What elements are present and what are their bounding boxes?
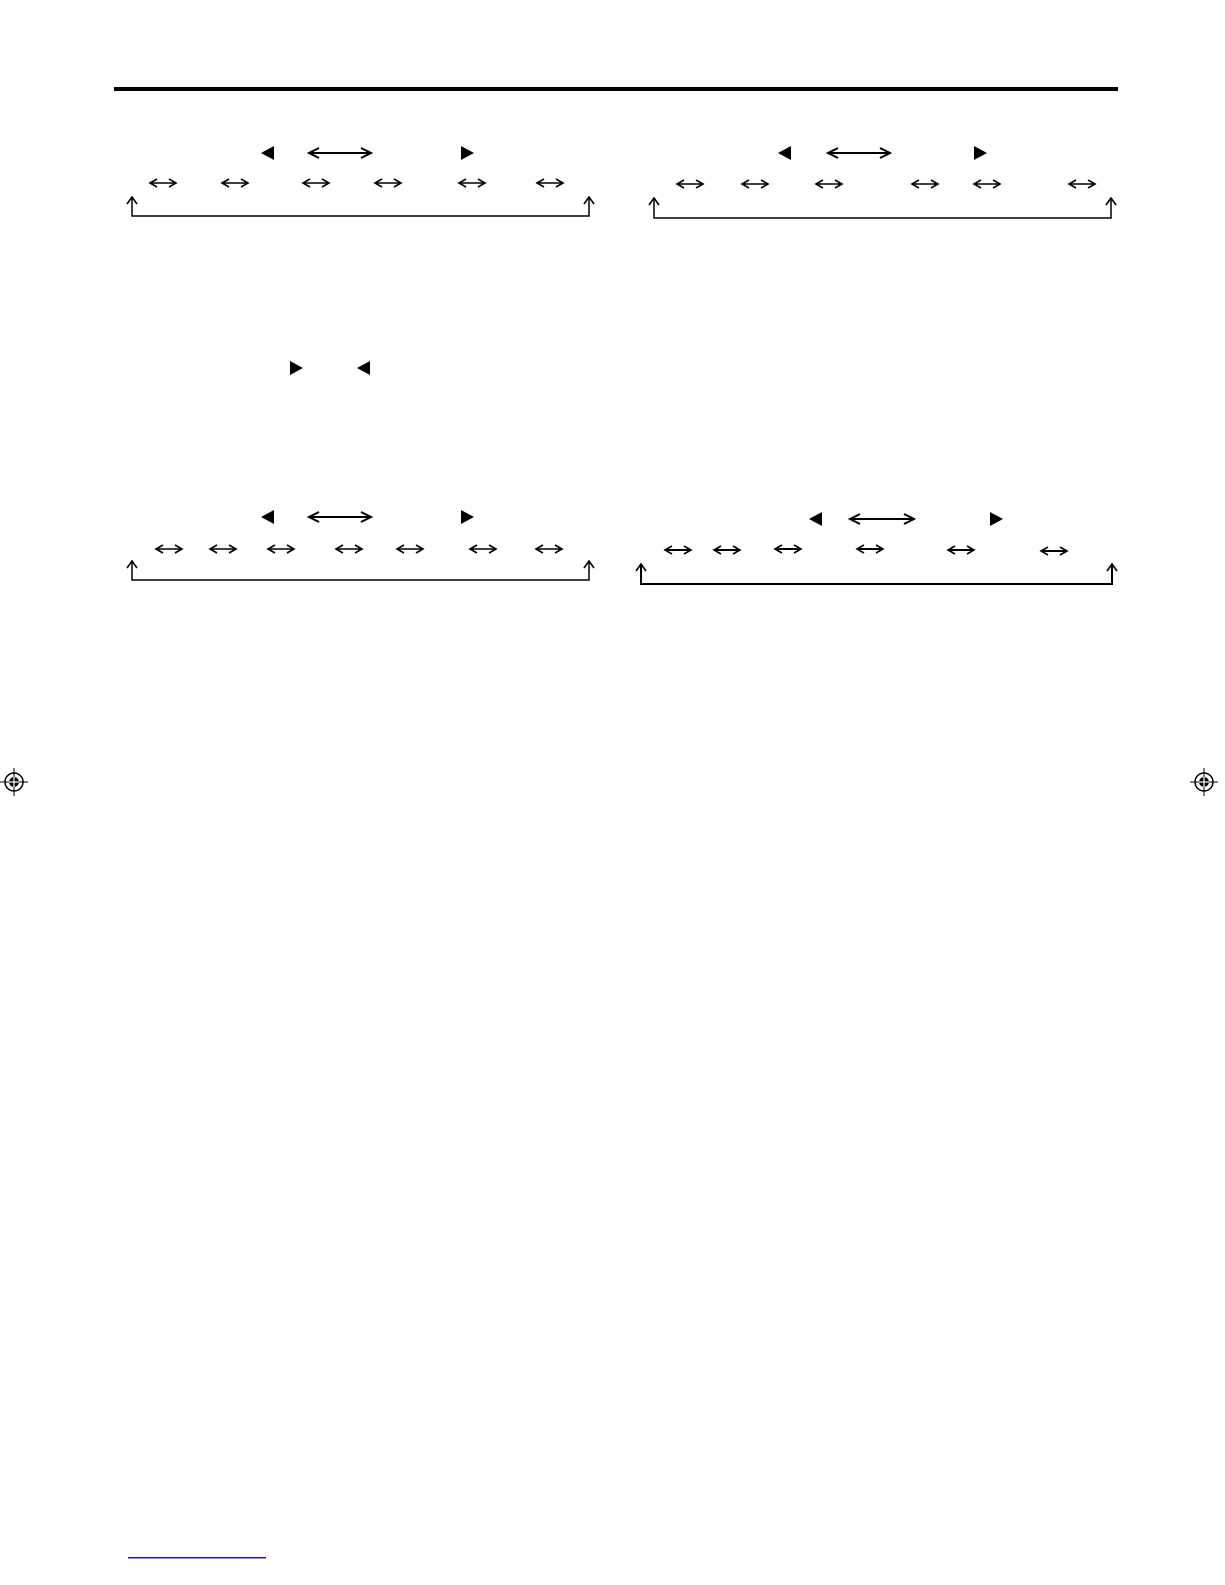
registration-mark-icon <box>0 768 28 796</box>
triangle-right-icon <box>461 146 474 160</box>
header-rule <box>114 87 1118 91</box>
footer-underline <box>128 1557 266 1559</box>
triangle-left-icon <box>809 512 822 526</box>
cycle-diagram-bottom-right <box>641 512 1112 584</box>
triangle-left-icon <box>778 146 791 160</box>
triangle-right-icon <box>290 361 303 375</box>
step-arrows <box>665 549 1067 551</box>
return-loop-bracket <box>654 198 1111 218</box>
return-loop-bracket <box>132 561 589 580</box>
triangle-left-icon <box>261 146 274 160</box>
triangle-right-icon <box>990 512 1003 526</box>
triangle-left-icon <box>261 510 274 524</box>
registration-mark-icon <box>1190 768 1218 796</box>
cycle-diagram-top-left <box>132 146 589 216</box>
triangle-right-icon <box>461 510 474 524</box>
cycle-diagram-bottom-left <box>132 510 589 580</box>
cycle-diagram-top-right <box>654 146 1111 218</box>
return-loop-bracket <box>641 564 1112 584</box>
triangle-right-icon <box>974 146 987 160</box>
triangle-left-icon <box>357 361 370 375</box>
direction-indicator <box>290 361 370 375</box>
return-loop-bracket <box>132 197 589 216</box>
